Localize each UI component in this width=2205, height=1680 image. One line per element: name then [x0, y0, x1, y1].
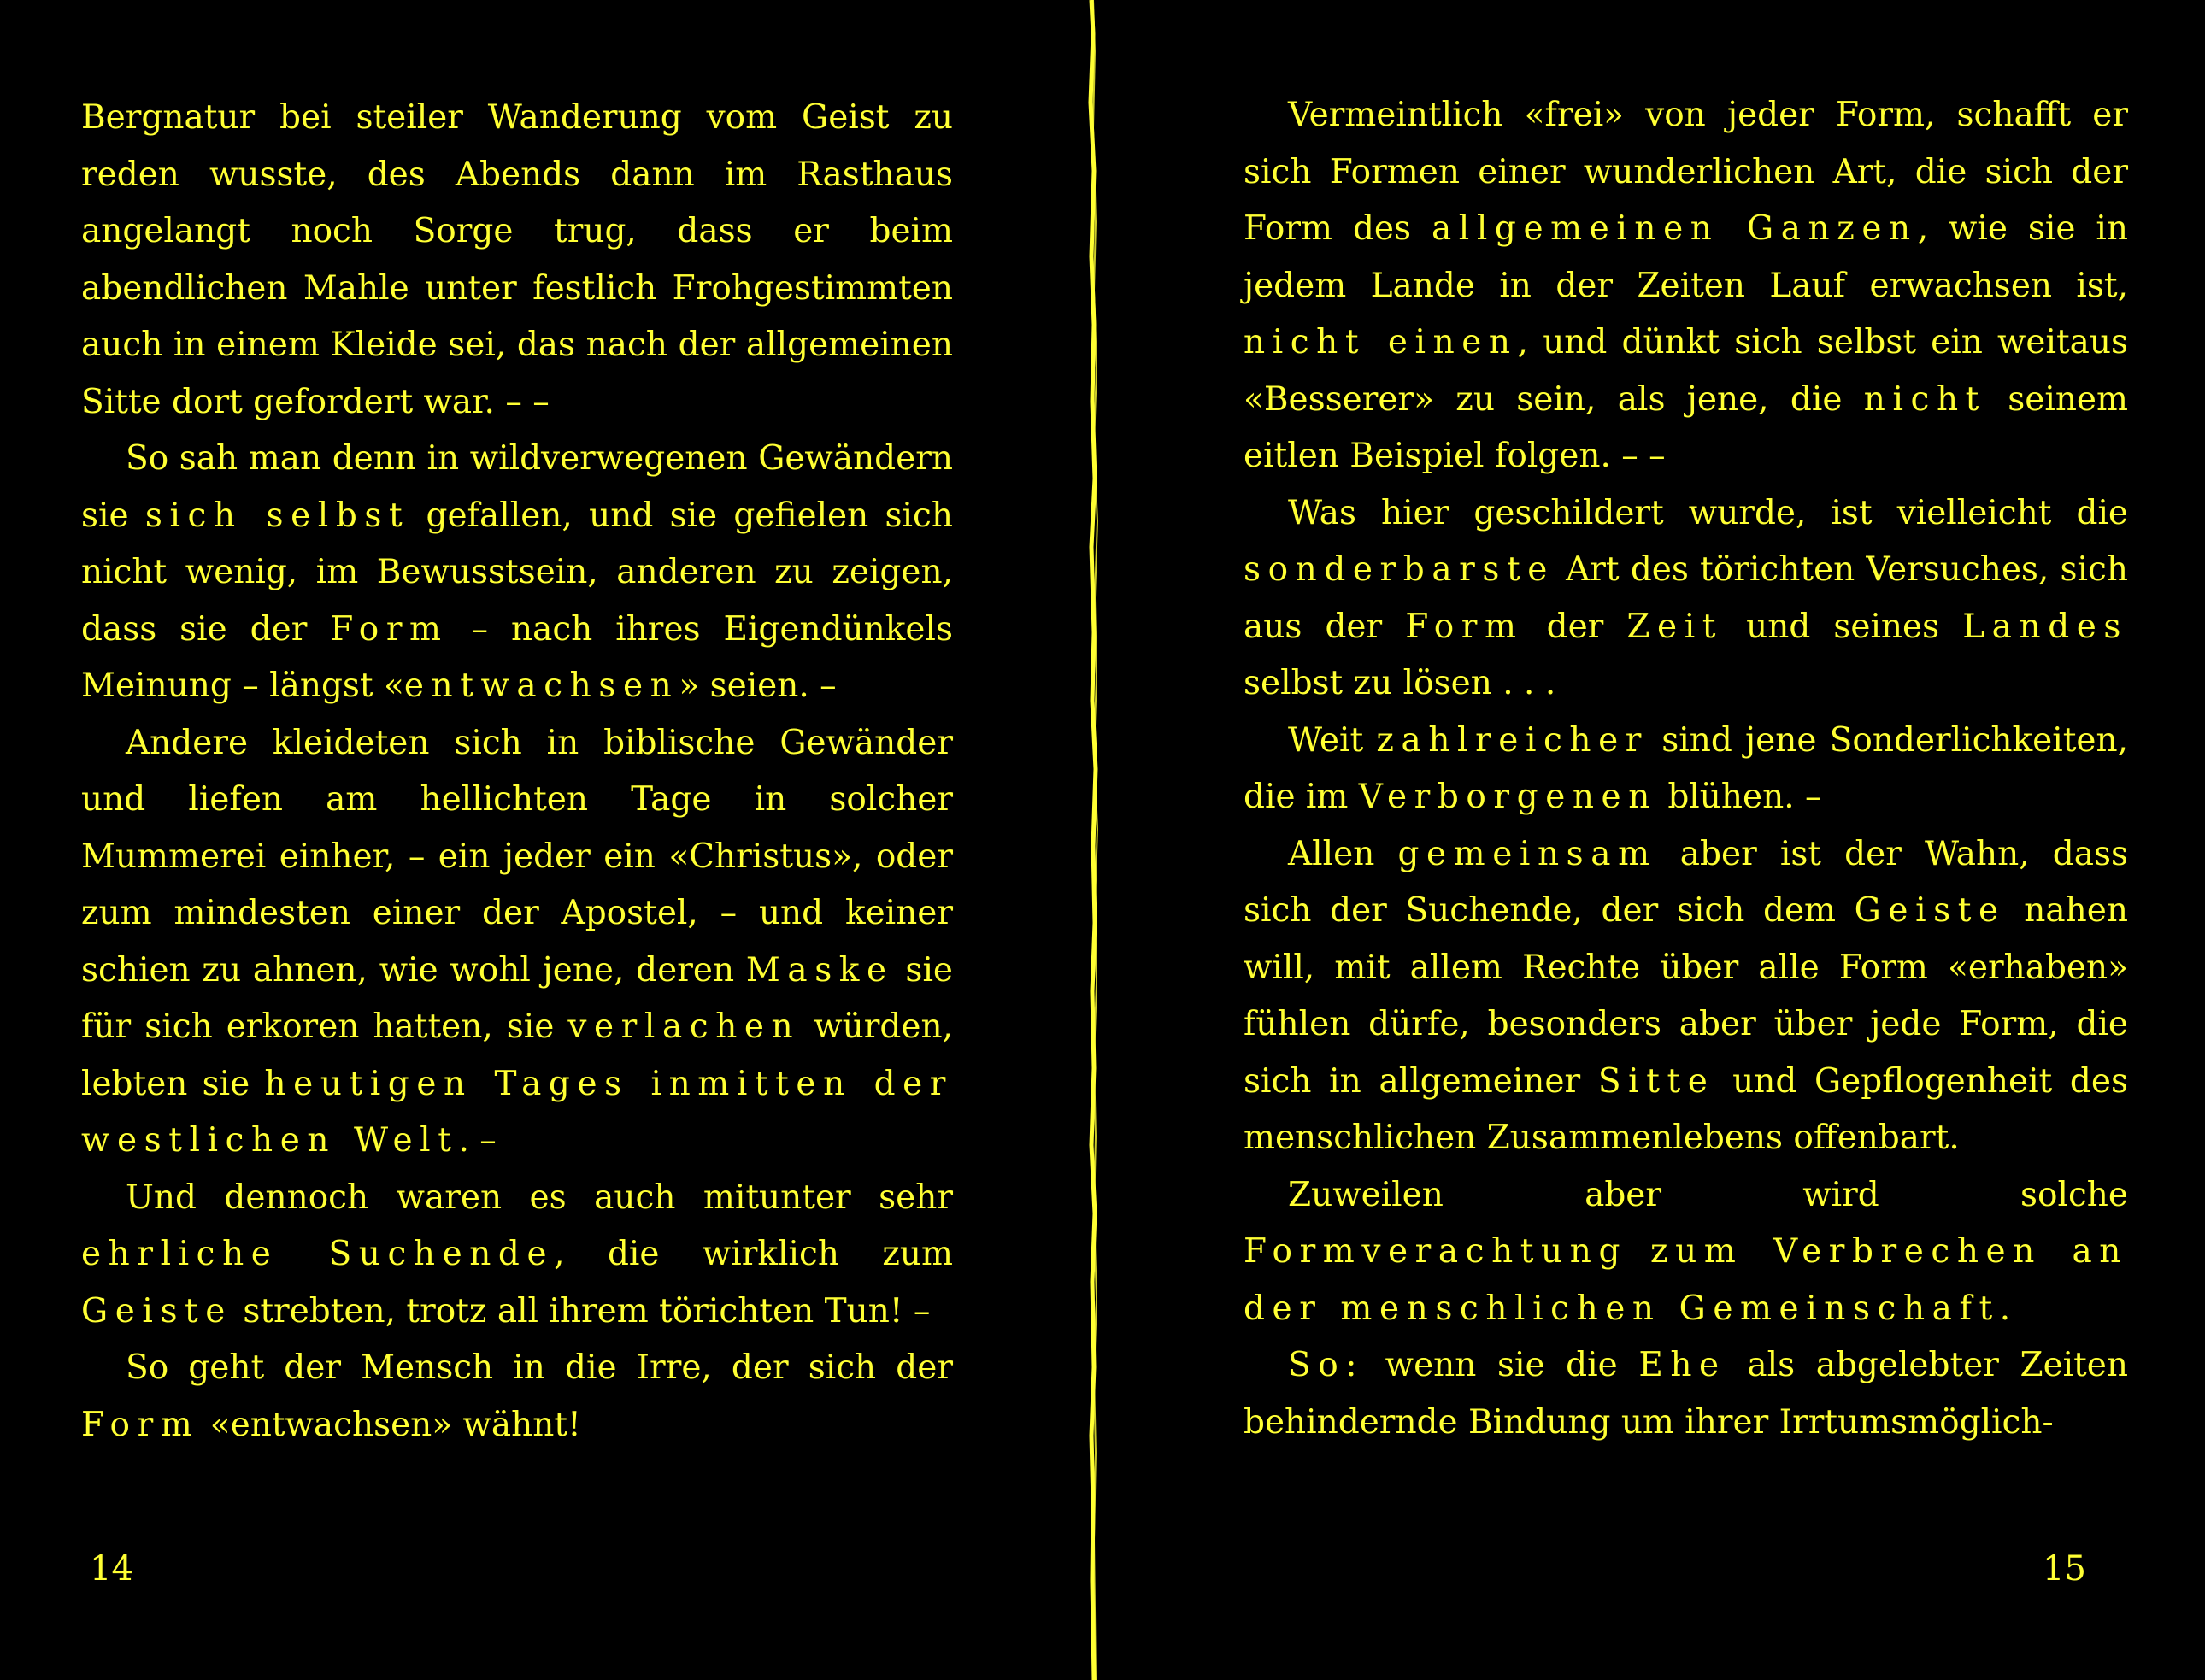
emphasized-text: Form — [1405, 607, 1524, 646]
paragraph — [1244, 1337, 2128, 1451]
text-run: sie für sich erkoren hatten, sie — [81, 950, 953, 1046]
text-run: Und dennoch waren es auch mitunter sehr — [126, 1178, 953, 1217]
right-page-text — [1244, 87, 2128, 1451]
text-run: Andere kleideten sich in biblische Gewänder und liefen am hellichten Tage in solcher Mummerei einher, – ein jeder ein «Christus», oder zum mindesten einer der Apostel, – und keiner schien zu ahnen, wie wohl jene, deren — [81, 723, 953, 990]
paragraph — [1244, 713, 2128, 826]
book-gutter — [1084, 0, 1102, 1680]
paragraph — [81, 1340, 953, 1454]
emphasized-text: entwachsen — [403, 667, 679, 705]
emphasized-text: Ehe — [1638, 1346, 1726, 1384]
emphasized-text: Sitte — [1597, 1061, 1715, 1101]
paragraph — [1244, 1167, 2128, 1338]
text-run: . – — [458, 1121, 497, 1160]
text-run: der — [1523, 607, 1627, 646]
emphasized-text: So: — [1288, 1346, 1365, 1384]
emphasized-text: Form — [330, 609, 449, 649]
paragraph — [81, 1170, 953, 1341]
text-run: Art des törichten Versuches, sich aus der — [1244, 550, 2128, 646]
paragraph — [1244, 826, 2128, 1167]
text-run: Bergnatur bei steiler Wanderung vom Geist zu reden wusste, des Abends dann im Rasthaus angelangt noch Sorge trug, dass er beim abendlichen Mahle unter festlich Frohgestimmten auch in einem Kleide sei, das nach der allgemeinen Sitte dort gefordert war. – – — [81, 98, 953, 421]
paragraph — [81, 431, 953, 715]
emphasized-text: ehrliche Suchende — [81, 1235, 555, 1273]
text-run: . — [1999, 1289, 2011, 1328]
paragraph — [81, 90, 953, 431]
text-run: sind jene Sonderlichkeiten, die im — [1244, 720, 2128, 816]
text-run: strebten, trotz all ihrem törichten Tun! – — [232, 1291, 931, 1330]
emphasized-text: heutigen Tages inmitten der westlichen Welt — [81, 1064, 954, 1160]
text-run: » seien. – — [679, 667, 837, 705]
emphasized-text: sich selbst — [144, 496, 410, 535]
right-page-number: 15 — [2043, 1549, 2086, 1589]
emphasized-text: verlachen — [567, 1007, 801, 1046]
text-run: So geht der Mensch in die Irre, der sich der — [126, 1348, 953, 1387]
emphasized-text: gemeinsam — [1397, 834, 1657, 873]
text-run: gefallen, und sie gefielen sich nicht wenig, im Bewusstsein, anderen zu zeigen, dass sie der — [81, 496, 953, 649]
emphasized-text: Form — [81, 1405, 200, 1444]
gutter-edge-line — [1084, 0, 1102, 1680]
emphasized-text: Geiste — [81, 1291, 232, 1330]
text-run: seinem eitlen Beispiel folgen. – – — [1244, 379, 2128, 475]
emphasized-text: Formverachtung — [1244, 1232, 1627, 1271]
text-run: und Gepflogenheit des menschlichen Zusammenlebens offenbart. — [1244, 1061, 2128, 1157]
text-run: So sah man denn in wildverwegenen Gewändern sie — [81, 439, 953, 535]
emphasized-text: Maske — [745, 950, 894, 990]
emphasized-text: nicht einen — [1244, 323, 1518, 361]
text-run: , und dünkt sich selbst ein weitaus «Besserer» zu sein, als jene, die — [1244, 323, 2128, 419]
text-run: Weit — [1288, 720, 1377, 760]
text-run: Vermeintlich «frei» von jeder Form, schafft er sich Formen einer wunderlichen Art, die sich der Form des — [1244, 96, 2128, 248]
text-run: Was hier geschildert wurde, ist vielleicht die — [1288, 493, 2128, 532]
emphasized-text: Landes — [1962, 607, 2129, 646]
text-run: blühen. – — [1656, 778, 1822, 816]
text-run: selbst zu lösen . . . — [1244, 664, 1556, 702]
paragraph — [1244, 87, 2128, 485]
text-run: nahen will, mit allem Rechte über alle Form «erhaben» fühlen dürfe, besonders aber über jede Form, die sich in allgemeiner — [1244, 891, 2128, 1101]
emphasized-text: zahlreicher — [1376, 720, 1649, 760]
emphasized-text: nicht — [1863, 379, 1986, 419]
text-run: – nach ihres Eigendünkels Meinung – längst « — [81, 609, 953, 705]
text-run: und seines — [1723, 607, 1963, 646]
text-run: aber ist der Wahn, dass sich der Suchende, der sich dem — [1244, 834, 2128, 930]
emphasized-text: zum Verbrechen an der menschlichen Gemeinschaft — [1244, 1232, 2129, 1328]
text-run: «entwachsen» wähnt! — [199, 1405, 581, 1444]
text-run: würden, lebten sie — [81, 1007, 953, 1103]
text-run — [1627, 1232, 1650, 1271]
paragraph — [81, 715, 953, 1170]
text-run: , wie sie in jedem Lande in der Zeiten Lauf erwachsen ist, — [1244, 209, 2129, 305]
text-run: Zuweilen aber wird solche — [1288, 1175, 2128, 1214]
text-run: Allen — [1288, 834, 1398, 873]
emphasized-text: Zeit — [1626, 607, 1724, 646]
text-run: wenn sie die — [1364, 1346, 1639, 1384]
emphasized-text: sonderbarste — [1244, 550, 1555, 589]
text-run: , die wirklich zum — [554, 1235, 954, 1273]
left-page-number: 14 — [90, 1549, 133, 1589]
paragraph — [1244, 485, 2128, 713]
left-page — [0, 0, 1085, 1680]
emphasized-text: Verborgenen — [1358, 778, 1657, 816]
emphasized-text: allgemeinen Ganzen — [1431, 209, 1918, 248]
right-page — [1102, 0, 2205, 1680]
left-page-text — [81, 90, 953, 1454]
emphasized-text: Geiste — [1854, 891, 2006, 930]
text-run: als abgelebter Zeiten behindernde Bindung um ihrer Irrtumsmöglich- — [1244, 1346, 2128, 1442]
